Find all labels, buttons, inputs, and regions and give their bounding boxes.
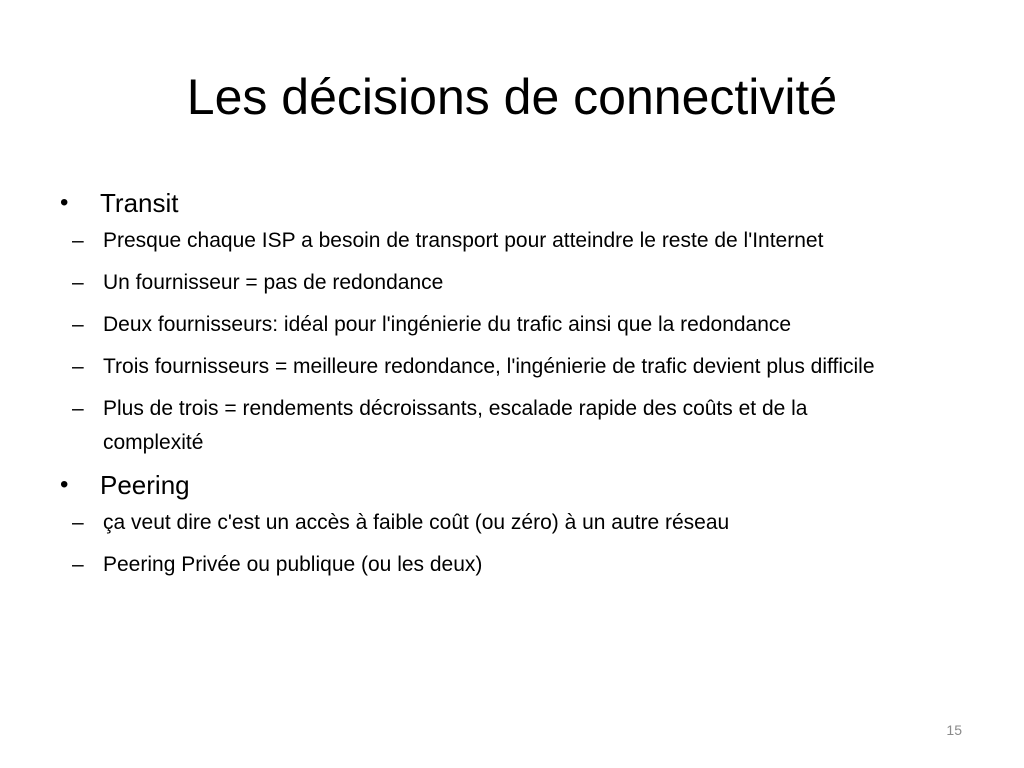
dash-icon: – (72, 511, 84, 534)
dash-icon: – (72, 229, 84, 252)
peering-sublist (58, 506, 958, 582)
dash-icon: – (72, 355, 84, 378)
list-item (58, 548, 903, 582)
dash-icon: – (72, 313, 84, 336)
dash-icon: – (72, 397, 84, 420)
list-item (58, 506, 903, 540)
slide-title: Les décisions de connectivité (186, 69, 838, 125)
bullet-peering (58, 468, 958, 502)
dash-icon: – (72, 553, 84, 576)
list-item-text: Deux fournisseurs: idéal pour l'ingénierie du trafic ainsi que la redondance (103, 313, 792, 336)
bullet-label: Peering (100, 470, 190, 500)
slide-content (58, 186, 958, 590)
list-item (58, 350, 903, 384)
bullet-transit (58, 186, 958, 220)
list-item-text: Presque chaque ISP a besoin de transport pour atteindre le reste de l'Internet (103, 229, 824, 252)
list-item (58, 224, 903, 258)
list-item (58, 308, 903, 342)
page-number: 15 (946, 722, 962, 738)
list-item-text: Un fournisseur = pas de redondance (103, 271, 444, 294)
list-item-text: ça veut dire c'est un accès à faible coût (ou zéro) à un autre réseau (103, 511, 730, 534)
list-item-text: Peering Privée ou publique (ou les deux) (103, 553, 483, 576)
list-item (58, 392, 903, 460)
transit-sublist (58, 224, 958, 460)
list-item-text: Trois fournisseurs = meilleure redondance, l'ingénierie de trafic devient plus difficile (103, 355, 875, 378)
bullet-icon: • (60, 471, 69, 498)
dash-icon: – (72, 271, 84, 294)
list-item-text: Plus de trois = rendements décroissants, escalade rapide des coûts et de la complexité (103, 397, 808, 454)
bullet-icon: • (60, 189, 69, 216)
list-item (58, 266, 903, 300)
bullet-label: Transit (100, 188, 179, 218)
